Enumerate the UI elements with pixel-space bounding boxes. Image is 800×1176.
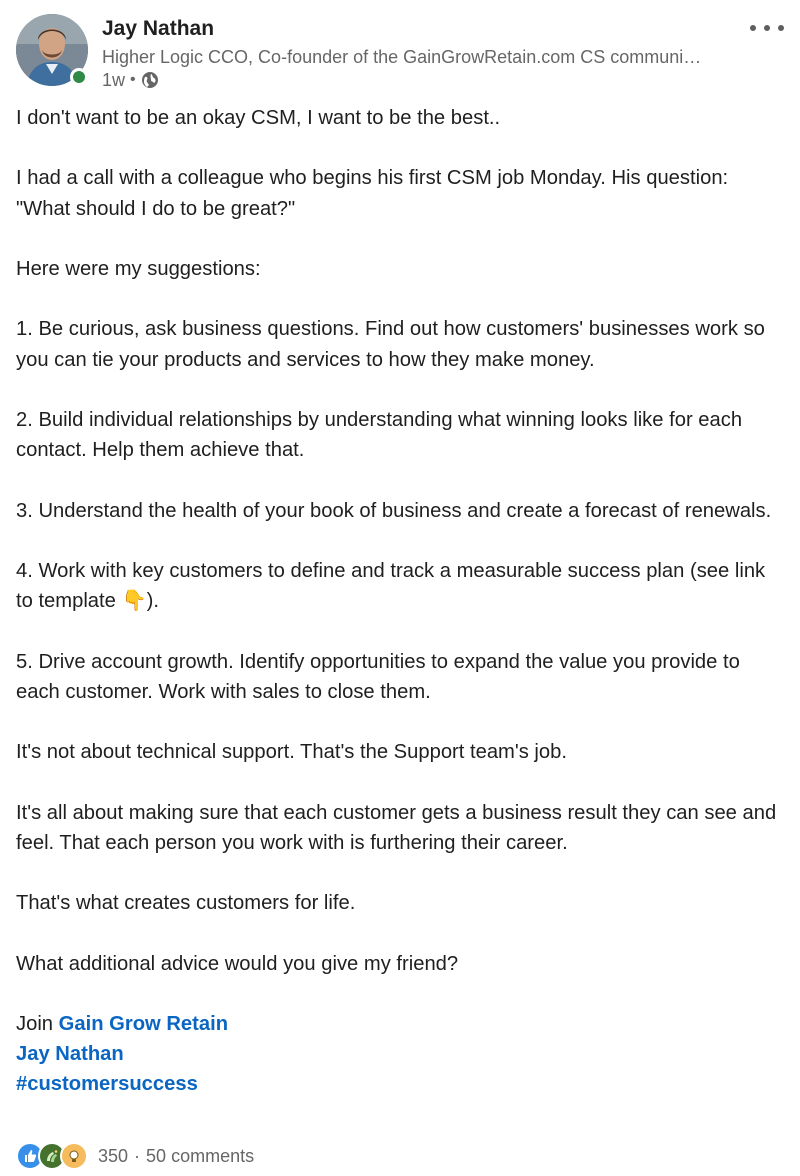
post-meta xyxy=(102,68,159,92)
post-paragraph: 3. Understand the health of your book of business and create a forecast of renewals. xyxy=(16,499,772,522)
post-paragraph: It's all about making sure that each customer gets a business result they can see and feel. That each person you work with is furthering their career. xyxy=(16,801,777,854)
hashtag-line xyxy=(16,1069,786,1099)
globe-icon xyxy=(141,71,159,89)
post-paragraph: That's what creates customers for life. xyxy=(16,892,356,915)
reaction-count[interactable]: 350 xyxy=(98,1145,129,1166)
post-body xyxy=(16,103,786,1100)
author-headline: Higher Logic CCO, Co-founder of the GainGrowRetain.com CS communi… xyxy=(102,47,702,67)
post-paragraph: I had a call with a colleague who begins his first CSM job Monday. His question: "What should I do to be great?" xyxy=(16,167,729,220)
post-paragraph: 4. Work with key customers to define and track a measurable success plan (see link to template 👇). xyxy=(16,559,766,613)
more-dot xyxy=(764,25,770,31)
post-paragraph: It's not about technical support. That's the Support team's job. xyxy=(16,741,567,764)
post-paragraph: Here were my suggestions: xyxy=(16,257,261,280)
social-counts xyxy=(16,1142,254,1170)
mention-line xyxy=(16,1039,786,1069)
post-header xyxy=(16,14,786,94)
post-time: 1w xyxy=(102,69,126,90)
mention-link[interactable]: Jay Nathan xyxy=(16,1043,124,1066)
author-name[interactable]: Jay Nathan xyxy=(102,17,215,40)
post-paragraph: 5. Drive account growth. Identify opportunities to expand the value you provide to each customer. Work with sales to close them. xyxy=(16,650,740,703)
group-link[interactable]: Gain Grow Retain xyxy=(58,1012,229,1035)
join-prefix: Join xyxy=(16,1012,59,1035)
post-paragraph: What additional advice would you give my friend? xyxy=(16,952,459,975)
social-separator: · xyxy=(134,1145,141,1166)
more-dot xyxy=(778,25,784,31)
meta-separator: • xyxy=(130,71,136,88)
hashtag-link[interactable]: #customersuccess xyxy=(16,1073,198,1096)
post-paragraph: 1. Be curious, ask business questions. Find out how customers' businesses work so you can tie your products and services to how they make money. xyxy=(16,318,765,371)
more-options-icon[interactable] xyxy=(750,18,784,38)
reaction-icons[interactable] xyxy=(16,1142,88,1170)
post-paragraph: 2. Build individual relationships by understanding what winning looks like for each contact. Help them achieve that. xyxy=(16,408,743,462)
comments-count[interactable]: 50 comments xyxy=(146,1145,255,1166)
join-line xyxy=(16,1009,786,1039)
online-status-indicator xyxy=(70,68,88,86)
insightful-icon xyxy=(60,1142,88,1170)
post-paragraph: I don't want to be an okay CSM, I want to be the best.. xyxy=(16,107,501,129)
more-dot xyxy=(750,25,756,31)
